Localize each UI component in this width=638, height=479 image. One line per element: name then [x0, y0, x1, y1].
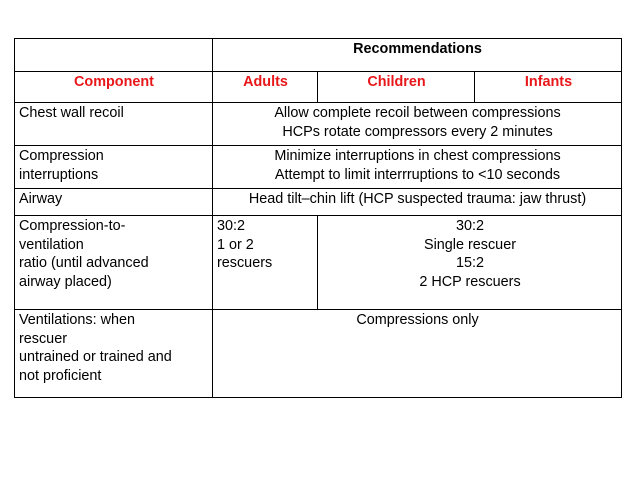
- ventilations-untrained-recommendation: Compressions only: [213, 310, 622, 398]
- children-infants-ratio-cell: [318, 216, 622, 310]
- ratio-line: 1 or 2: [217, 236, 254, 253]
- compression-interruptions-recommendation: [213, 146, 622, 189]
- recommendations-header: Recommendations: [213, 39, 622, 72]
- row-label-compression-ventilation-ratio: [15, 216, 213, 310]
- empty-corner-cell: [15, 39, 213, 72]
- chest-wall-recoil-recommendation: [213, 103, 622, 146]
- column-header-infants: Infants: [475, 72, 622, 103]
- recommendation-line: HCPs rotate compressors every 2 minutes: [282, 123, 553, 140]
- ratio-line: 15:2: [456, 255, 485, 271]
- airway-recommendation: Head tilt–chin lift (HCP suspected trauma: jaw thrust): [213, 189, 622, 216]
- table-row: [15, 103, 622, 146]
- ratio-line: 30:2: [217, 218, 246, 234]
- column-header-adults: Adults: [213, 72, 318, 103]
- table-row: [15, 189, 622, 216]
- adults-ratio-cell: [213, 216, 318, 310]
- row-label-line: Ventilations: when: [19, 312, 136, 328]
- ratio-line: 30:2: [456, 218, 485, 234]
- ratio-line: rescuers: [217, 255, 273, 271]
- table-header-row-top: [15, 39, 622, 72]
- recommendation-line: Minimize interruptions in chest compressions: [274, 148, 561, 164]
- row-label-line: not proficient: [19, 367, 102, 384]
- row-label-compression-interruptions: [15, 146, 213, 189]
- row-label-ventilations-untrained: [15, 310, 213, 398]
- row-label-line: airway placed): [19, 273, 112, 290]
- recommendation-line: Attempt to limit interrruptions to <10 seconds: [274, 166, 561, 183]
- column-header-component: Component: [15, 72, 213, 103]
- table-row: [15, 146, 622, 189]
- row-label-line: ventilation: [19, 236, 84, 253]
- row-label-chest-wall-recoil: Chest wall recoil: [15, 103, 213, 146]
- ratio-line: Single rescuer: [424, 236, 516, 253]
- table-header-row: [15, 72, 622, 103]
- row-label-line: Compression-to-: [19, 218, 126, 234]
- row-label-line: Compression: [19, 148, 104, 164]
- row-label-line: untrained or trained and: [19, 349, 172, 365]
- column-header-children: Children: [318, 72, 475, 103]
- recommendation-line: Allow complete recoil between compressions: [274, 105, 561, 121]
- table-row: [15, 310, 622, 398]
- row-label-airway: Airway: [15, 189, 213, 216]
- ratio-line: 2 HCP rescuers: [419, 273, 521, 290]
- cpr-recommendations-table: [14, 38, 622, 398]
- table-row: [15, 216, 622, 310]
- row-label-line: interruptions: [19, 166, 99, 183]
- row-label-line: ratio (until advanced: [19, 255, 149, 271]
- row-label-line: rescuer: [19, 330, 67, 347]
